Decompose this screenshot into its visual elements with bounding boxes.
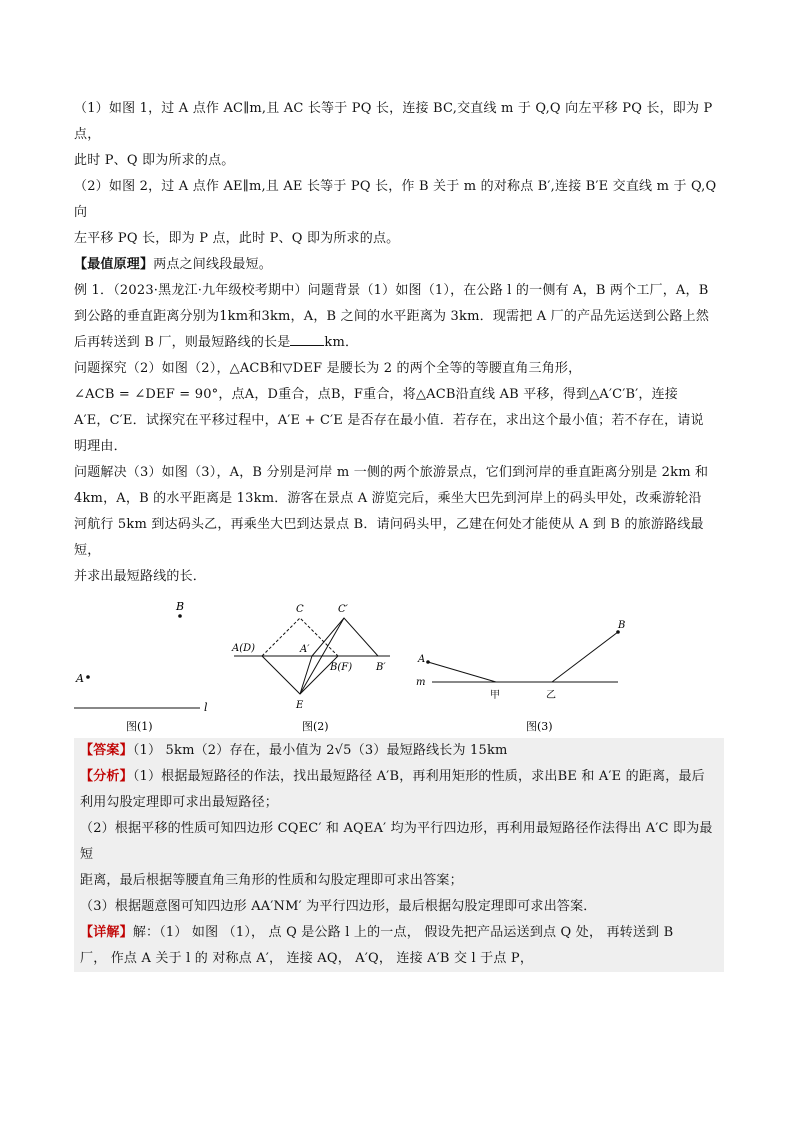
- principle-text: 两点之间线段最短。: [153, 257, 273, 272]
- example-line-10: 河航行 5km 到达码头乙，再乘坐大巴到达景点 B．请问码头甲，乙建在何处才能使从 A 到 B 的旅游路线最短，: [74, 517, 704, 558]
- example-line-11: 并求出最短路线的长．: [74, 569, 207, 584]
- example-line-3: [74, 330, 724, 356]
- label-c2: C′: [338, 604, 348, 615]
- point-a: [86, 675, 90, 679]
- detail-label: 【详解】: [80, 925, 133, 940]
- principle-label: 【最值原理】: [74, 257, 154, 272]
- example-line-9: 4km，A，B 的水平距离是 13km．游客在景点 A 游览完后，乘坐大巴先到河岸上的码头甲处，改乘游轮沿: [74, 491, 702, 506]
- label-a: A: [76, 672, 84, 685]
- triangle-a2c2b2: [312, 618, 378, 656]
- label-a: A: [418, 654, 426, 665]
- principle: [74, 252, 724, 278]
- answer: [74, 738, 724, 764]
- example-line-8: 问题解决（3）如图（3），A，B 分别是河岸 m 一侧的两个旅游景点，它们到河岸的垂直距离分别是 2km 和: [74, 465, 709, 480]
- method-2-line-2: 左平移 PQ 长，即为 P 点，此时 P、Q 即为所求的点。: [74, 231, 400, 246]
- example-line-7: 明理由．: [74, 439, 127, 454]
- detail-line-2: 厂， 作点 A 关于 l 的 对称点 A′， 连接 AQ， A′Q， 连接 A′B 交 l 于点 P，: [80, 951, 534, 966]
- point-b: [178, 614, 182, 618]
- triangle-def: [262, 656, 338, 694]
- method-2-line-1: （2）如图 2，过 A 点作 AE∥m,且 AE 长等于 PQ 长，作 B 关于 m 的对称点 B′,连接 B′E 交直线 m 于 Q,Q 向: [74, 179, 717, 220]
- label-b: B: [176, 600, 185, 613]
- answer-label: 【答案】: [80, 743, 133, 758]
- answer-text: （1） 5km（2）存在，最小值为 2√5（3）最短路线长为 15km: [132, 743, 508, 758]
- analysis-line-1: [74, 764, 724, 790]
- method-1-line-2: 此时 P、Q 即为所求的点。: [74, 153, 235, 168]
- label-c: C: [296, 604, 304, 615]
- analysis-label: 【分析】: [80, 769, 133, 784]
- analysis-line-3: （2）根据平移的性质可知四边形 CQEC′ 和 AQEA′ 均为平行四边形，再利用最短路径作法得出 A′C 即为最短: [80, 821, 713, 862]
- figures-row: [74, 598, 724, 738]
- label-a2: A′: [300, 644, 310, 655]
- example-line-1: 例 1．（2023·黑龙江·九年级校考期中）问题背景（1）如图（1），在公路 l 的一侧有 A，B 两个工厂，A，B: [74, 283, 709, 298]
- path-a-jia: [428, 662, 496, 682]
- label-b: B: [618, 620, 626, 631]
- example-line-5: ∠ACB = ∠DEF = 90°，点A，D重合，点B，F重合，将△ACB沿直线 AB 平移，得到△A′C′B′，连接: [74, 387, 678, 402]
- method-1-line-1: （1）如图 1，过 A 点作 AC∥m,且 AC 长等于 PQ 长，连接 BC,交直线 m 于 Q,Q 向左平移 PQ 长，即为 P 点，: [74, 101, 713, 142]
- solution-block: [74, 738, 724, 972]
- caption-1: 图(1): [126, 720, 153, 733]
- example-line-3-text: 后再转送到 B 厂，则最短路线的长是: [74, 335, 291, 350]
- analysis-line-4: 距离，最后根据等腰直角三角形的性质和勾股定理即可求出答案；: [80, 873, 463, 888]
- analysis-text-1: （1）根据最短路径的作法，找出最短路径 A′B，再利用矩形的性质，求出BE 和 A′E 的距离，最后: [132, 769, 705, 784]
- document-page: [74, 96, 724, 972]
- label-bf: B(F): [330, 662, 353, 673]
- example-line-3-unit: km．: [324, 335, 359, 350]
- example-line-6: A′E，C′E．试探究在平移过程中，A′E + C′E 是否存在最小值．若存在，求出这个最小值；若不存在，请说: [74, 413, 704, 428]
- detail-line-1: [74, 920, 724, 946]
- label-yi: 乙: [546, 690, 556, 701]
- answer-blank: [290, 331, 324, 346]
- example-line-2: 到公路的垂直距离分别为1km和3km，A，B 之间的水平距离为 3km．现需把 A 厂的产品先运送到公路上然: [74, 309, 710, 324]
- caption-2: 图(2): [302, 720, 329, 733]
- example-line-4: 问题探究（2）如图（2），△ACB和▽DEF 是腰长为 2 的两个全等的等腰直角三角形，: [74, 361, 582, 376]
- caption-3: 图(3): [526, 720, 553, 733]
- figure-1: [74, 598, 214, 738]
- label-jia: 甲: [490, 690, 500, 701]
- analysis-line-5: （3）根据题意图可知四边形 AA′NM′ 为平行四边形，最后根据勾股定理即可求出答案．: [80, 899, 597, 914]
- label-b2: B′: [376, 662, 386, 673]
- label-e: E: [296, 700, 304, 711]
- label-ad: A(D): [232, 643, 256, 654]
- path-yi-b: [552, 632, 618, 682]
- analysis-line-2: 利用勾股定理即可求出最短路径；: [80, 795, 279, 810]
- detail-text-1: 解：（1） 如图 （1）， 点 Q 是公路 l 上的一点， 假设先把产品运送到点 Q 处， 再转送到 B: [132, 925, 674, 940]
- label-l: l: [204, 701, 208, 714]
- figure-3: [412, 598, 624, 738]
- label-m: m: [416, 677, 426, 688]
- figure-2: [230, 598, 400, 738]
